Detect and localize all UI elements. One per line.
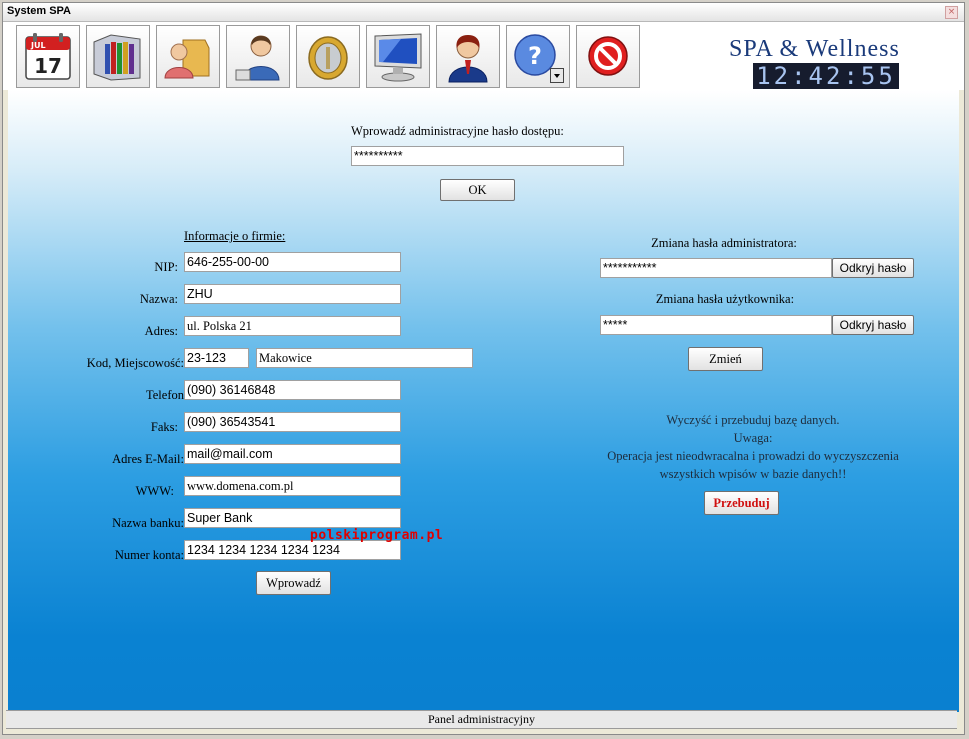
- help-glyph: ?: [528, 42, 542, 70]
- coin-button[interactable]: [296, 25, 360, 88]
- brand-title: SPA & Wellness: [729, 36, 900, 62]
- exit-button[interactable]: [576, 25, 640, 88]
- admin-password-input[interactable]: **********: [351, 146, 624, 166]
- books-icon: [91, 30, 145, 84]
- calendar-day: 17: [34, 54, 62, 78]
- new-admin-password-input[interactable]: ***********: [600, 258, 832, 278]
- rebuild-info-line1: Wyczyść i przebuduj bazę danych.: [666, 413, 840, 427]
- nip-label: NIP:: [154, 260, 178, 274]
- reveal-user-password-button[interactable]: Odkryj hasło: [832, 315, 914, 335]
- company-name-field[interactable]: ZHU: [184, 284, 401, 304]
- email-field[interactable]: mail@mail.com: [184, 444, 401, 464]
- user-icon: [441, 30, 495, 84]
- www-field[interactable]: www.domena.com.pl: [184, 476, 401, 496]
- title-bar: [3, 3, 964, 22]
- account-field[interactable]: 1234 1234 1234 1234 1234: [184, 540, 401, 560]
- address-field[interactable]: ul. Polska 21: [184, 316, 401, 336]
- submit-company-button[interactable]: Wprowadź: [256, 571, 331, 595]
- admin-panel: [8, 90, 959, 712]
- www-label: WWW:: [135, 484, 174, 498]
- clients-icon: [161, 30, 215, 84]
- toolbar: [3, 22, 964, 90]
- name-label: Nazwa:: [139, 292, 178, 306]
- rebuild-warning-line2: wszystkich wpisów w bazie danych!!: [659, 467, 847, 481]
- change-passwords-button[interactable]: Zmień: [688, 347, 763, 371]
- rebuild-warning-line1: Operacja jest nieodwracalna i prowadzi do wyczyszczenia: [607, 449, 899, 463]
- postal-city-label: Kod, Miejscowość:: [86, 356, 184, 370]
- fax-field[interactable]: (090) 36543541: [184, 412, 401, 432]
- window-title: System SPA: [7, 5, 71, 17]
- phone-field[interactable]: (090) 36146848: [184, 380, 401, 400]
- account-label: Numer konta:: [114, 548, 184, 562]
- books-button[interactable]: [86, 25, 150, 88]
- nip-field[interactable]: 646-255-00-00: [184, 252, 401, 272]
- main-window: [2, 2, 965, 735]
- fax-label: Faks:: [150, 420, 178, 434]
- email-label: Adres E-Mail:: [112, 452, 184, 466]
- calendar-icon: [21, 30, 75, 84]
- ok-button[interactable]: OK: [440, 179, 515, 201]
- monitor-icon: [371, 30, 425, 84]
- clients-button[interactable]: [156, 25, 220, 88]
- status-bar: Panel administracyjny: [6, 710, 957, 729]
- monitor-button[interactable]: [366, 25, 430, 88]
- reveal-admin-password-button[interactable]: Odkryj hasło: [832, 258, 914, 278]
- phone-label: Telefon: [146, 388, 184, 402]
- bank-label: Nazwa banku:: [112, 516, 184, 530]
- user-password-change-label: Zmiana hasła użytkownika:: [655, 292, 795, 306]
- user-button[interactable]: [436, 25, 500, 88]
- city-field[interactable]: Makowice: [256, 348, 473, 368]
- employee-icon: [231, 30, 285, 84]
- rebuild-warning-title: Uwaga:: [733, 431, 773, 445]
- stop-icon: [581, 30, 635, 84]
- rebuild-database-button[interactable]: Przebuduj: [704, 491, 779, 515]
- bank-field[interactable]: Super Bank: [184, 508, 401, 528]
- calendar-button[interactable]: [16, 25, 80, 88]
- admin-password-change-label: Zmiana hasła administratora:: [651, 236, 797, 250]
- admin-password-prompt: Wprowadź administracyjne hasło dostępu:: [351, 124, 564, 138]
- calendar-month: JUL: [31, 41, 46, 50]
- company-section-title: Informacje o firmie:: [184, 229, 286, 243]
- new-user-password-input[interactable]: *****: [600, 315, 832, 335]
- address-label: Adres:: [144, 324, 178, 338]
- employee-button[interactable]: [226, 25, 290, 88]
- close-icon[interactable]: ×: [945, 6, 958, 19]
- postal-code-field[interactable]: 23-123: [184, 348, 249, 368]
- coin-icon: [301, 30, 355, 84]
- watermark: polskiprogram.pl: [310, 528, 444, 543]
- digital-clock: 12:42:55: [753, 63, 899, 89]
- help-button[interactable]: [506, 25, 570, 88]
- chevron-down-icon[interactable]: [550, 68, 564, 83]
